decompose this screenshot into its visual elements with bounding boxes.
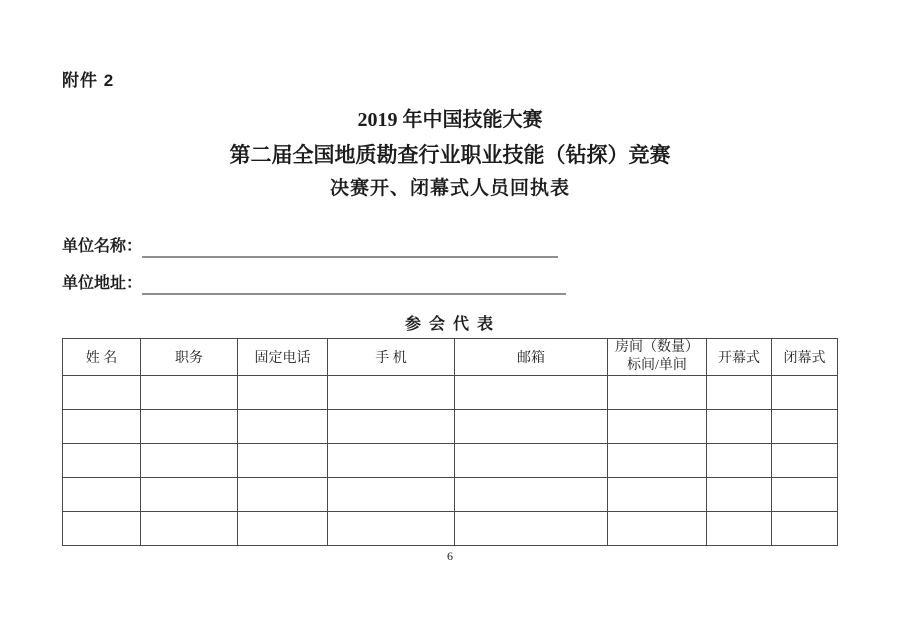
table-cell [63,376,141,410]
table-cell [141,376,238,410]
table-cell [608,478,707,512]
document-title-line-2: 第二届全国地质勘查行业职业技能（钻探）竞赛 [229,143,671,167]
column-header-mobile: 手 机 [328,339,455,376]
table-cell [707,410,772,444]
table-cell [608,376,707,410]
table-cell [328,478,455,512]
attendee-table [62,338,838,546]
unit-name-row [62,236,558,258]
document-title-line-3: 决赛开、闭幕式人员回执表 [329,178,570,199]
table-cell [772,512,838,546]
table-row [63,444,838,478]
column-header-room-line-1: 房间（数量） [615,340,699,355]
column-header-landline: 固定电话 [238,339,328,376]
table-cell [455,478,608,512]
table-cell [455,444,608,478]
unit-address-row [62,273,566,295]
table-cell [238,512,328,546]
table-cell [707,376,772,410]
table-cell [141,478,238,512]
table-row [63,376,838,410]
table-cell [63,444,141,478]
table-cell [608,444,707,478]
column-header-opening-ceremony: 开幕式 [707,339,772,376]
table-cell [328,444,455,478]
table-cell [63,512,141,546]
table-cell [141,410,238,444]
column-header-name: 姓 名 [63,339,141,376]
table-cell [707,444,772,478]
table-cell [772,410,838,444]
column-header-room-line-2: 标间/单间 [627,358,687,374]
table-cell [455,512,608,546]
document-title-line-1: 2019 年中国技能大赛 [357,109,543,131]
table-cell [141,512,238,546]
table-cell [238,410,328,444]
page-number: 6 [447,549,453,563]
unit-address-blank-line [142,274,566,295]
unit-address-label: 单位地址： [62,275,143,292]
table-cell [707,478,772,512]
unit-name-blank-line [142,237,558,258]
table-cell [455,376,608,410]
attachment-label: 附件 2 [62,71,115,90]
table-header-row [63,339,838,376]
table-row [63,478,838,512]
table-cell [608,512,707,546]
column-header-position: 职务 [141,339,238,376]
table-cell [63,410,141,444]
table-body [63,376,838,546]
table-cell [455,410,608,444]
table-cell [141,444,238,478]
table-cell [772,478,838,512]
table-cell [238,444,328,478]
table-cell [328,376,455,410]
table-cell [63,478,141,512]
table-cell [772,376,838,410]
column-header-closing-ceremony: 闭幕式 [772,339,838,376]
table-cell [772,444,838,478]
table-caption: 参 会 代 表 [404,316,495,333]
table-cell [328,512,455,546]
table-row [63,410,838,444]
table-row [63,512,838,546]
unit-name-label: 单位名称： [62,238,143,255]
table-cell [238,478,328,512]
column-header-email: 邮箱 [455,339,608,376]
table-cell [707,512,772,546]
table-cell [238,376,328,410]
table-cell [608,410,707,444]
column-header-room [608,339,707,376]
table-cell [328,410,455,444]
